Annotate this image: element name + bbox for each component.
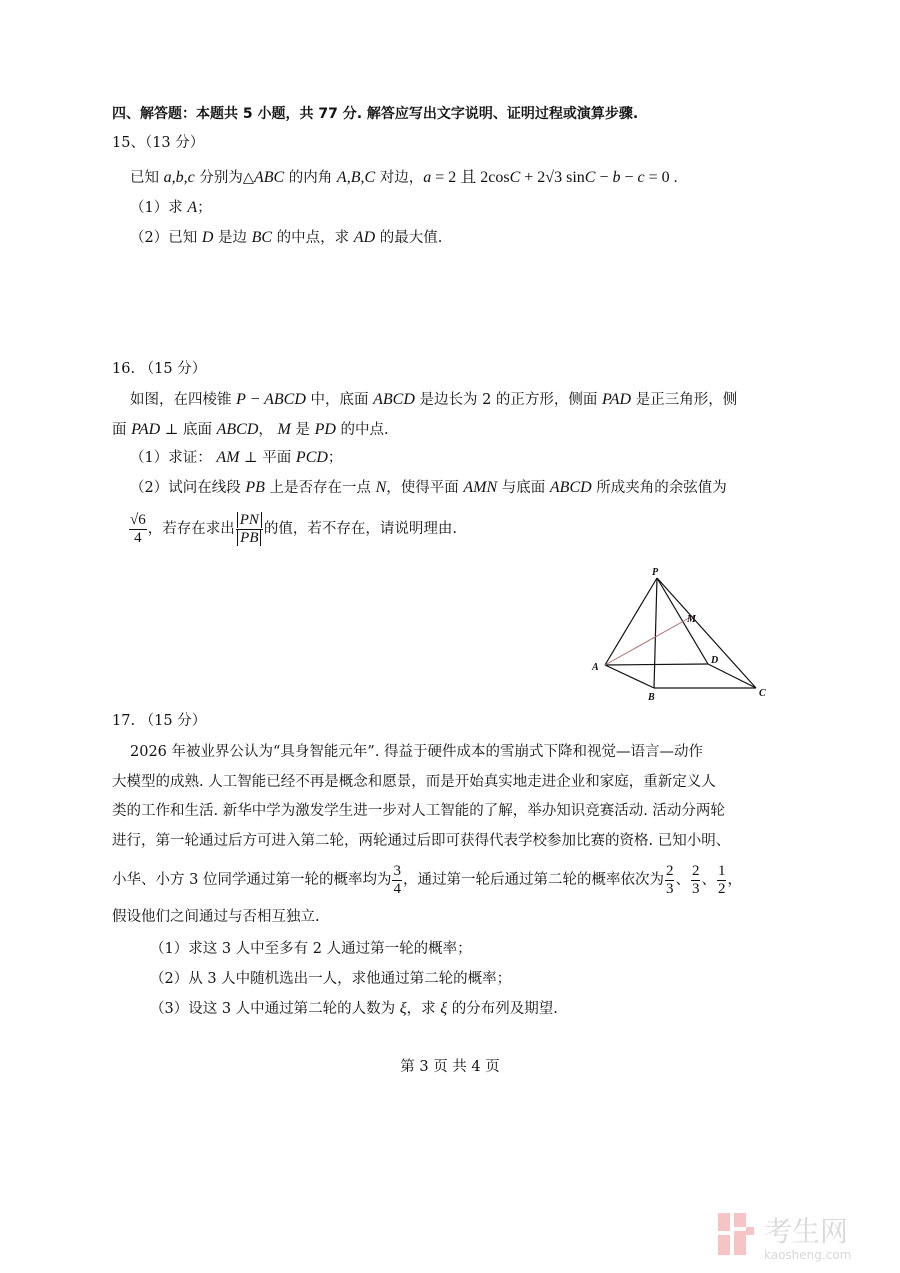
svg-text:kaosheng.com: kaosheng.com	[764, 1248, 852, 1262]
edge-pb	[654, 578, 657, 688]
question-17-line-1: 2026 年被业界公认为“具身智能元年”. 得益于硬件成本的雪崩式下降和视觉—语言—动作	[130, 744, 704, 760]
edge-pc	[657, 578, 756, 688]
question-17-part-2: （2）从 3 人中随机选出一人，求他通过第二轮的概率；	[150, 971, 512, 987]
question-16-part-1: （1）求证： AM ⊥ 平面 PCD；	[130, 449, 343, 466]
question-15-part-2: （2）已知 D 是边 BC 的中点，求 AD 的最大值.	[130, 229, 443, 246]
question-17-line-2: 大模型的成熟. 人工智能已经不再是概念和愿景，而是开始真实地走进企业和家庭，重新定义人	[112, 774, 716, 790]
fraction-pn-over-pb: $\frac{PN}{PB}$	[236, 512, 263, 547]
question-17-line-6: 假设他们之间通过与否相互独立.	[112, 909, 320, 925]
segment-am	[605, 617, 691, 665]
question-15-stem: 已知 a,b,c 分别为△ABC 的内角 A,B,C 对边，a = 2 且 2cosC + 2√3 sinC − b − c = 0 .	[130, 169, 678, 186]
question-17-line-3: 类的工作和生活. 新华中学为激发学生进一步对人工智能的了解，举办知识竞赛活动. 活动分两轮	[112, 803, 725, 819]
pyramid-figure	[580, 565, 780, 705]
fraction-2-3: $\frac{2}{3}$	[665, 862, 674, 897]
edge-ab	[605, 665, 654, 688]
question-16-stem-line-1: 如图，在四棱锥 P − ABCD 中，底面 ABCD 是边长为 2 的正方形，侧面 PAD 是正三角形，侧	[130, 391, 738, 408]
label-c: C	[759, 688, 766, 699]
edge-cd	[708, 664, 756, 688]
page-footer: 第 3 页 共 4 页	[400, 1059, 500, 1075]
fraction-2-3: $\frac{2}{3}$	[691, 862, 700, 897]
question-16-stem-line-2: 面 PAD ⊥ 底面 ABCD， M 是 PD 的中点.	[112, 421, 389, 438]
question-17-part-3: （3）设这 3 人中通过第二轮的人数为 ξ，求 ξ 的分布列及期望.	[150, 1000, 558, 1017]
question-17-head: 17. （15 分）	[112, 713, 207, 729]
question-15-head: 15、（13 分）	[112, 135, 205, 151]
question-16-part-2-cont: $\frac{√6}{4}$ ，若存在求出 $\frac{PN}{PB}$ 的值，若不存在，请说明理由.	[130, 511, 458, 546]
question-17-part-1: （1）求这 3 人中至多有 2 人通过第一轮的概率；	[150, 941, 472, 957]
question-17-line-4: 进行，第一轮通过后方可进入第二轮，两轮通过后即可获得代表学校参加比赛的资格. 已知小明、	[112, 833, 731, 849]
edge-pa	[605, 578, 657, 665]
watermark-logo	[716, 1205, 886, 1269]
label-m: M	[687, 614, 696, 625]
question-17-line-5: 小华、小方 3 位同学通过第一轮的概率均为 $\frac{3}{4}$ ，通过第一轮后通过第二轮的概率依次为 $\frac{2}{3}$ 、 $\frac{2}{3}$ 、 $\frac{1}{2}$ ，	[112, 862, 742, 897]
question-16-part-2: （2）试问在线段 PB 上是否存在一点 N，使得平面 AMN 与底面 ABCD 所成夹角的余弦值为	[130, 479, 727, 496]
fraction-3-4: $\frac{3}{4}$	[393, 862, 401, 897]
label-d: D	[711, 655, 719, 666]
watermark-mark-icon	[718, 1213, 754, 1255]
question-15-part-1: （1）求 A；	[130, 199, 212, 216]
section-heading: 四、解答题：本题共 5 小题，共 77 分. 解答应写出文字说明、证明过程或演算步骤.	[112, 106, 639, 122]
fraction-1-2: $\frac{1}{2}$	[717, 862, 726, 897]
fraction-sqrt6-over-4: $\frac{√6}{4}$	[130, 511, 146, 546]
edge-pd	[657, 578, 708, 664]
question-16-head: 16. （15 分）	[112, 361, 207, 377]
edge-ad	[605, 664, 708, 665]
label-b: B	[648, 692, 655, 703]
label-a: A	[592, 662, 599, 673]
label-p: P	[652, 567, 659, 578]
svg-text:考生网: 考生网	[764, 1215, 849, 1248]
